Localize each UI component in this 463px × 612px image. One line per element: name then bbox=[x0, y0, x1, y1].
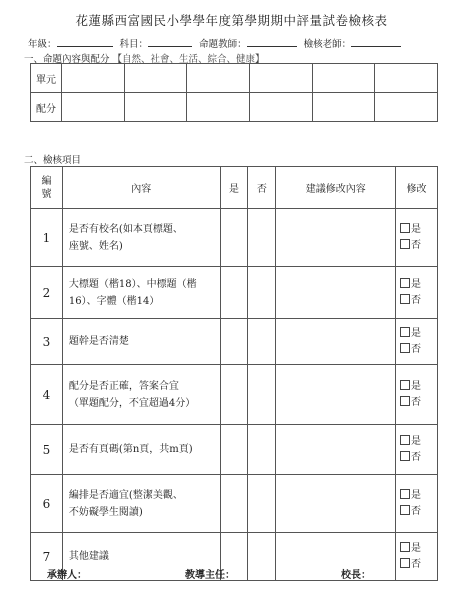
yes-cell[interactable] bbox=[220, 319, 248, 365]
checkbox-icon[interactable] bbox=[400, 343, 410, 353]
section1-title: 一、命題內容與配分 bbox=[24, 54, 110, 65]
no-cell[interactable] bbox=[248, 209, 276, 267]
checkbox-icon[interactable] bbox=[400, 278, 410, 288]
score-cell[interactable] bbox=[249, 93, 312, 122]
item-line1: 編排是否適宜(整潔美觀、 bbox=[68, 489, 183, 501]
revise-cell bbox=[396, 365, 438, 425]
suggestion-cell[interactable] bbox=[276, 365, 396, 425]
score-cell[interactable] bbox=[375, 93, 438, 122]
revise-no-option[interactable] bbox=[400, 294, 437, 307]
unit-cell[interactable] bbox=[312, 64, 375, 93]
item-content bbox=[62, 365, 220, 425]
page-title: 花蓮縣西富國民小學學年度第學期期中評量試卷檢核表 bbox=[75, 13, 388, 28]
section2-heading: 二、檢核項目 bbox=[24, 155, 82, 166]
revise-yes-option[interactable] bbox=[400, 435, 437, 448]
revise-yes-option[interactable] bbox=[400, 278, 437, 291]
allocation-table bbox=[30, 63, 438, 122]
item-number: 6 bbox=[31, 475, 63, 533]
yes-cell[interactable] bbox=[220, 425, 248, 475]
suggestion-cell[interactable] bbox=[276, 533, 396, 581]
revise-no-label: 否 bbox=[411, 506, 422, 517]
yes-cell[interactable] bbox=[220, 267, 248, 319]
checkbox-icon[interactable] bbox=[400, 489, 410, 499]
revise-yes-label: 是 bbox=[411, 328, 422, 339]
item-line1: 其他建議 bbox=[68, 551, 109, 562]
director-label: 教導主任： bbox=[185, 570, 235, 581]
unit-cell[interactable] bbox=[249, 64, 312, 93]
yes-cell[interactable] bbox=[220, 209, 248, 267]
checkbox-icon[interactable] bbox=[400, 327, 410, 337]
item-number: 5 bbox=[31, 425, 63, 475]
score-cell[interactable] bbox=[62, 93, 125, 122]
teacher-label: 命題教師： bbox=[199, 39, 247, 50]
checker-label: 檢核老師： bbox=[303, 39, 352, 50]
unit-cell[interactable] bbox=[375, 64, 438, 93]
yes-cell[interactable] bbox=[220, 475, 248, 533]
checkbox-icon[interactable] bbox=[400, 239, 410, 249]
revise-no-label: 否 bbox=[411, 559, 422, 570]
revise-no-option[interactable] bbox=[400, 239, 437, 252]
revise-yes-option[interactable] bbox=[400, 489, 437, 502]
suggestion-cell[interactable] bbox=[276, 209, 396, 267]
suggestion-cell[interactable] bbox=[276, 475, 396, 533]
unit-row bbox=[31, 64, 438, 93]
suggestion-cell[interactable] bbox=[276, 267, 396, 319]
table-row bbox=[31, 425, 438, 475]
item-number: 3 bbox=[31, 319, 63, 365]
header-number bbox=[31, 167, 63, 209]
revise-no-label: 否 bbox=[411, 240, 422, 251]
revise-cell bbox=[396, 475, 438, 533]
score-label: 配分 bbox=[31, 93, 62, 122]
no-cell[interactable] bbox=[248, 533, 276, 581]
revise-cell bbox=[396, 319, 438, 365]
yes-cell[interactable] bbox=[220, 365, 248, 425]
header-suggestion: 建議修改內容 bbox=[276, 167, 396, 209]
unit-cell[interactable] bbox=[62, 64, 125, 93]
checklist-table bbox=[30, 166, 438, 581]
checkbox-icon[interactable] bbox=[400, 451, 410, 461]
item-line1: 題幹是否清楚 bbox=[68, 336, 129, 347]
no-cell[interactable] bbox=[248, 425, 276, 475]
table-row bbox=[31, 365, 438, 425]
item-number: 2 bbox=[31, 267, 63, 319]
table-row bbox=[31, 209, 438, 267]
revise-cell bbox=[396, 425, 438, 475]
revise-no-label: 否 bbox=[411, 295, 422, 306]
header-row bbox=[31, 167, 438, 209]
unit-label: 單元 bbox=[31, 64, 62, 93]
revise-yes-option[interactable] bbox=[400, 327, 437, 340]
subject-field[interactable] bbox=[148, 38, 192, 47]
item-number: 7 bbox=[31, 533, 63, 581]
header-no: 否 bbox=[248, 167, 276, 209]
header-number-text: 編號 bbox=[41, 175, 52, 200]
item-line1: 配分是否正確，答案合宜 bbox=[68, 380, 179, 392]
revise-no-option[interactable] bbox=[400, 558, 437, 571]
header-revise: 修改 bbox=[396, 167, 438, 209]
item-content bbox=[62, 425, 220, 475]
grade-field[interactable] bbox=[57, 38, 113, 47]
checkbox-icon[interactable] bbox=[400, 380, 410, 390]
revise-no-label: 否 bbox=[411, 397, 422, 408]
table-row bbox=[31, 475, 438, 533]
revise-cell bbox=[396, 533, 438, 581]
score-cell[interactable] bbox=[187, 93, 250, 122]
score-cell[interactable] bbox=[124, 93, 187, 122]
revise-yes-label: 是 bbox=[411, 279, 422, 290]
item-line1: 是否有頁碼(第n頁，共m頁) bbox=[68, 444, 193, 455]
item-line1: 是否有校名(如本頁標題、 bbox=[68, 223, 183, 235]
item-number: 4 bbox=[31, 365, 63, 425]
checkbox-icon[interactable] bbox=[400, 435, 410, 445]
item-line2: 座號、姓名) bbox=[68, 240, 123, 252]
unit-cell[interactable] bbox=[187, 64, 250, 93]
checklist-body bbox=[31, 209, 438, 581]
revise-yes-label: 是 bbox=[411, 436, 422, 447]
checkbox-icon[interactable] bbox=[400, 542, 410, 552]
table-row bbox=[31, 267, 438, 319]
checkbox-icon[interactable] bbox=[400, 396, 410, 406]
suggestion-cell[interactable] bbox=[276, 425, 396, 475]
revise-no-option[interactable] bbox=[400, 451, 437, 464]
revise-yes-label: 是 bbox=[411, 490, 422, 501]
item-line2: 16）、字體（楷14） bbox=[68, 295, 160, 307]
table-row bbox=[31, 319, 438, 365]
checkbox-icon[interactable] bbox=[400, 223, 410, 233]
principal-label: 校長： bbox=[341, 570, 371, 581]
grade-label: 年級： bbox=[28, 39, 57, 50]
unit-cell[interactable] bbox=[124, 64, 187, 93]
item-line2: （單題配分，不宜超過4分） bbox=[68, 397, 196, 409]
checkbox-icon[interactable] bbox=[400, 294, 410, 304]
revise-cell bbox=[396, 267, 438, 319]
revise-yes-option[interactable] bbox=[400, 380, 437, 393]
no-cell[interactable] bbox=[248, 319, 276, 365]
revise-yes-label: 是 bbox=[411, 381, 422, 392]
item-content bbox=[62, 267, 220, 319]
suggestion-cell[interactable] bbox=[276, 319, 396, 365]
score-row bbox=[31, 93, 438, 122]
section1-subjects: 【自然、社會、生活、綜合、健康】 bbox=[112, 54, 265, 65]
checkbox-icon[interactable] bbox=[400, 505, 410, 515]
handler-label: 承辦人： bbox=[47, 570, 87, 581]
revise-no-option[interactable] bbox=[400, 343, 437, 356]
item-content bbox=[62, 209, 220, 267]
revise-yes-label: 是 bbox=[411, 543, 422, 554]
item-content bbox=[62, 319, 220, 365]
revise-no-label: 否 bbox=[411, 344, 422, 355]
score-cell[interactable] bbox=[312, 93, 375, 122]
no-cell[interactable] bbox=[248, 475, 276, 533]
checker-field[interactable] bbox=[351, 38, 401, 47]
revise-no-option[interactable] bbox=[400, 505, 437, 518]
revise-yes-option[interactable] bbox=[400, 223, 437, 236]
no-cell[interactable] bbox=[248, 365, 276, 425]
item-number: 1 bbox=[31, 209, 63, 267]
subject-label: 科目： bbox=[119, 39, 149, 50]
item-content bbox=[62, 475, 220, 533]
header-content: 內容 bbox=[62, 167, 220, 209]
teacher-field[interactable] bbox=[247, 38, 297, 47]
revise-no-label: 否 bbox=[411, 452, 422, 463]
no-cell[interactable] bbox=[248, 267, 276, 319]
checkbox-icon[interactable] bbox=[400, 558, 410, 568]
revise-yes-label: 是 bbox=[411, 224, 422, 235]
item-line2: 不妨礙學生閱讀) bbox=[68, 506, 143, 518]
revise-cell bbox=[396, 209, 438, 267]
revise-no-option[interactable] bbox=[400, 396, 437, 409]
item-line1: 大標題（楷18）、中標題（楷 bbox=[68, 278, 197, 290]
revise-yes-option[interactable] bbox=[400, 542, 437, 555]
meta-line bbox=[28, 36, 448, 50]
header-yes: 是 bbox=[220, 167, 248, 209]
